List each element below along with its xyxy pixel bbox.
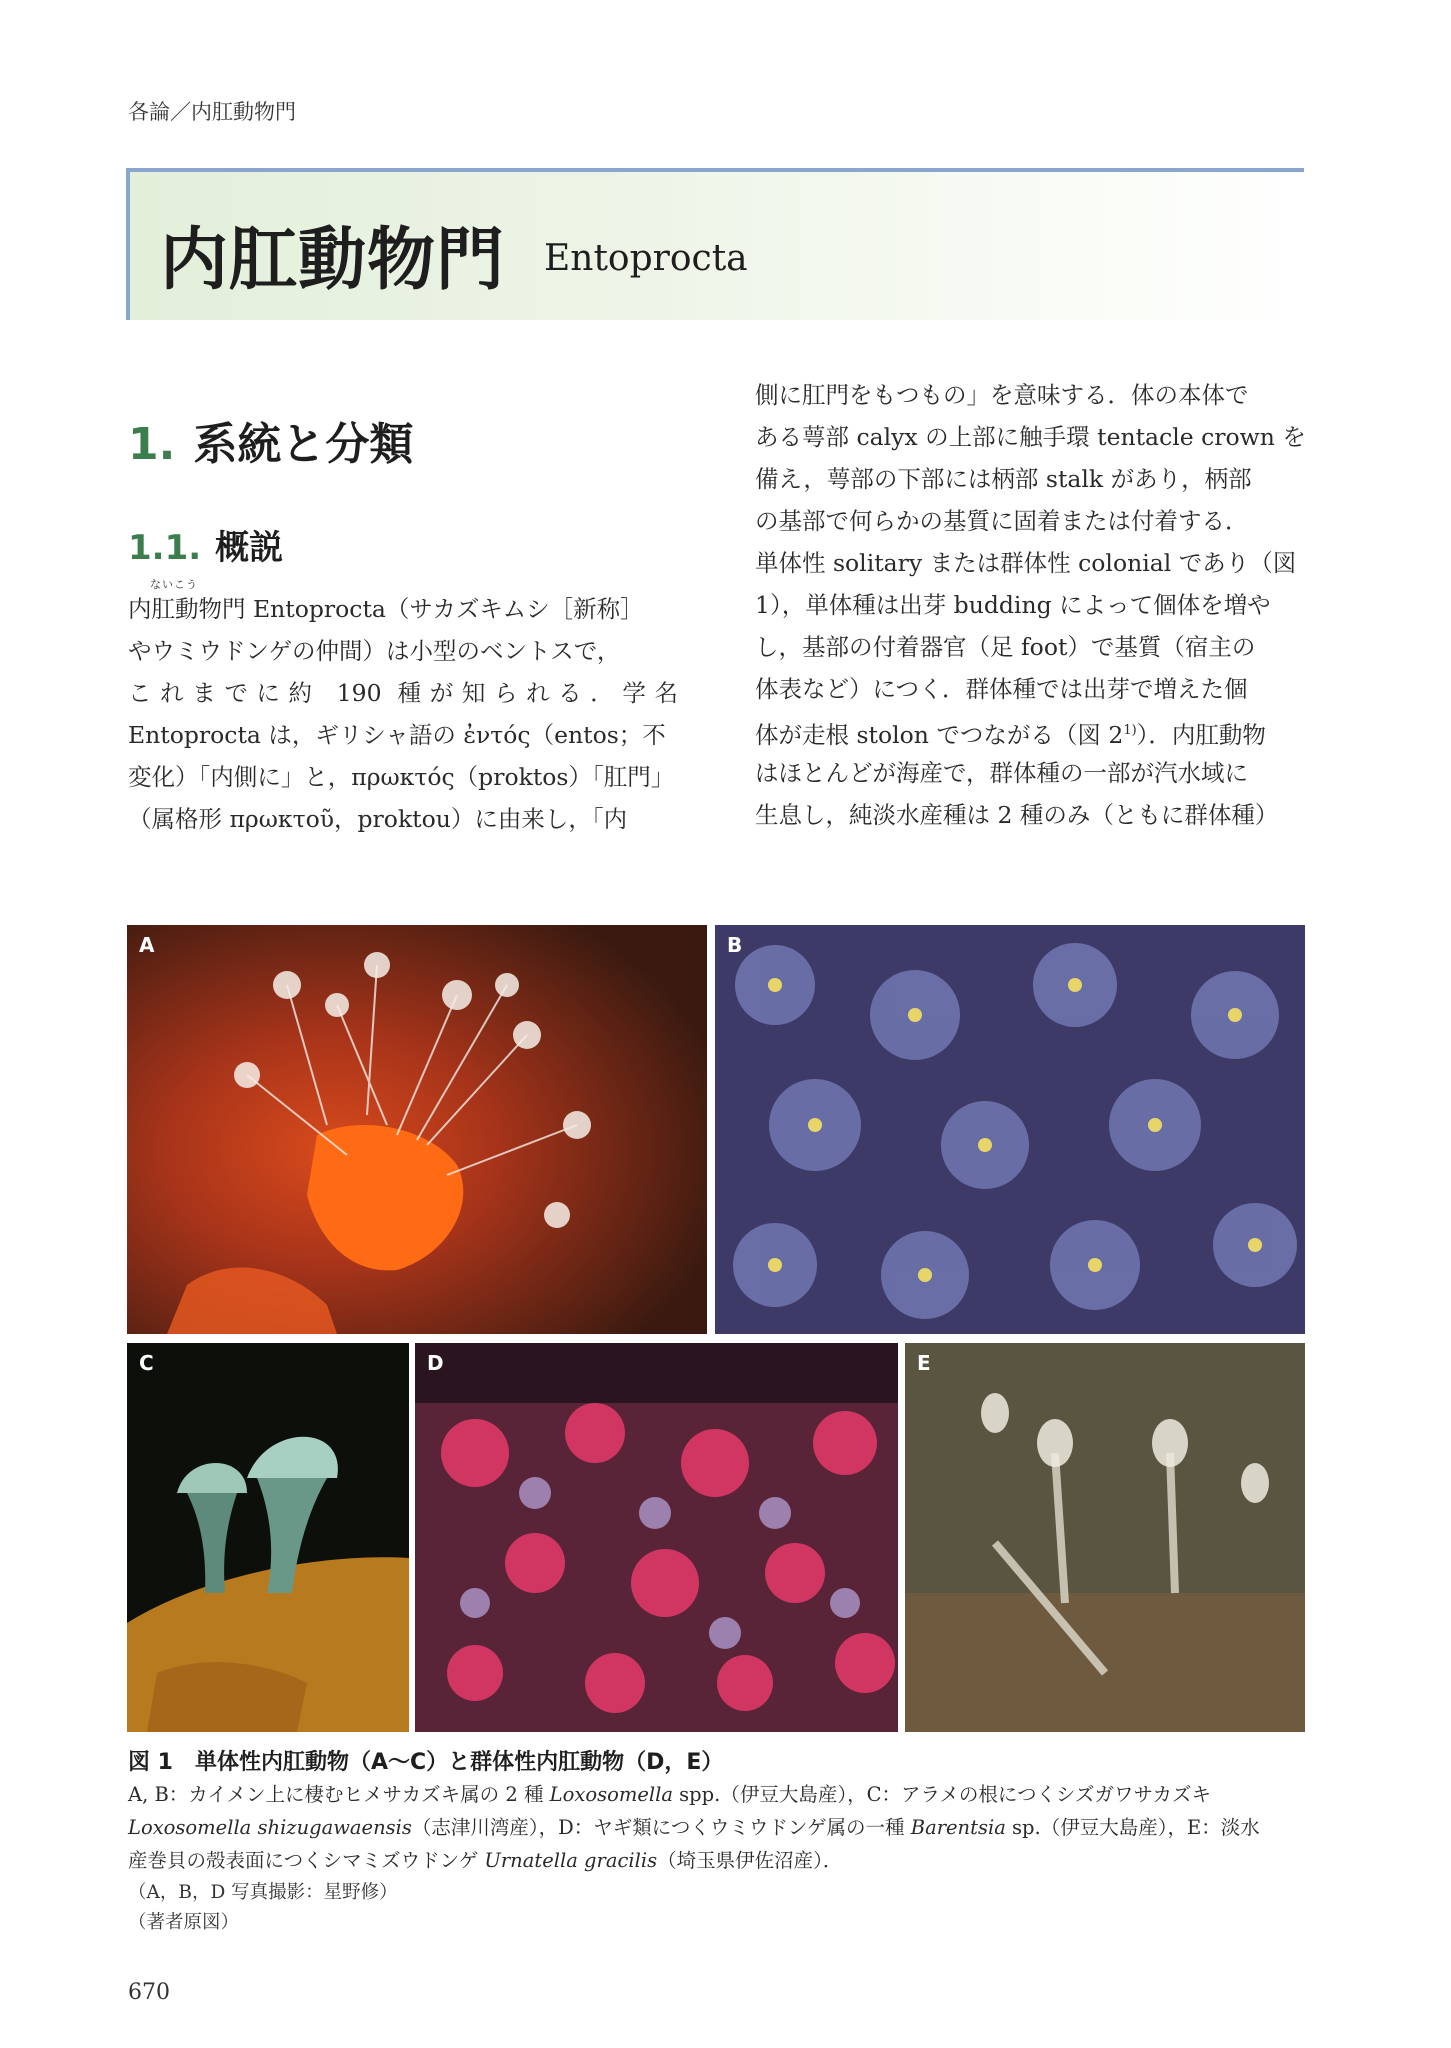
reference-sup: 1) xyxy=(1123,723,1137,738)
caption-text: （埼玉県伊佐沼産）． xyxy=(657,1849,843,1872)
body-line: 変化）「内側に」と，πρωκτός（proktos）「肛門」 xyxy=(128,763,675,791)
section-title: 系統と分類 xyxy=(193,419,414,470)
author-credit: （著者原図） xyxy=(128,1912,240,1933)
body-line: Entoprocta は，ギリシャ語の ἐντός（entos；不 xyxy=(128,721,666,749)
body-line: ある萼部 calyx の上部に触手環 tentacle crown を xyxy=(755,423,1306,451)
body-column-left xyxy=(128,588,678,840)
running-head: 各論／内肛動物門 xyxy=(128,100,296,124)
figure-caption-body xyxy=(128,1778,1306,1877)
caption-taxon: Loxosomella xyxy=(549,1783,673,1806)
figure-caption-title: 図 1 単体性内肛動物（A〜C）と群体性内肛動物（D，E） xyxy=(128,1750,724,1775)
figure-label-c: C xyxy=(139,1351,154,1375)
figure-label-a: A xyxy=(139,933,155,957)
caption-text: spp.（伊豆大島産），C：アラメの根につくシズガワサカズキ xyxy=(672,1783,1212,1806)
body-line: の基部で何らかの基質に固着または付着する． xyxy=(755,507,1249,535)
body-line-text: 体が走根 stolon でつながる（図 2 xyxy=(755,720,1124,749)
body-line: 1），単体種は出芽 budding によって個体を増や xyxy=(755,591,1271,619)
body-line: 内肛動物門 Entoprocta（サカズキムシ［新称］ xyxy=(128,595,644,623)
body-line-text: ）．内肛動物 xyxy=(1136,720,1266,749)
photo-a xyxy=(127,925,707,1334)
caption-line xyxy=(128,1811,1306,1844)
body-line: 生息し，純淡水産種は 2 種のみ（ともに群体種） xyxy=(755,801,1279,829)
body-line: 側に肛門をもつもの」を意味する．体の本体で xyxy=(755,381,1249,409)
body-line: 備え，萼部の下部には柄部 stalk があり，柄部 xyxy=(755,465,1252,493)
caption-taxon: Barentsia xyxy=(910,1816,1006,1839)
body-column-right xyxy=(755,374,1305,836)
page-number: 670 xyxy=(128,1980,170,2005)
caption-text: sp.（伊豆大島産），E：淡水 xyxy=(1005,1816,1260,1839)
figure-label-e: E xyxy=(917,1351,931,1375)
subsection-number: 1.1. xyxy=(128,528,202,568)
body-line xyxy=(755,710,1305,752)
caption-text: （志津川湾産），D：ヤギ類につくウミウドンゲ属の一種 xyxy=(411,1816,911,1839)
caption-text: A, B：カイメン上に棲むヒメサカズキ属の 2 種 xyxy=(128,1783,550,1806)
body-line: 体表など）につく．群体種では出芽で増えた個 xyxy=(755,675,1248,703)
caption-line xyxy=(128,1844,1306,1877)
figure-label-b: B xyxy=(727,933,743,957)
page-title-en: Entoprocta xyxy=(544,238,748,279)
photo-c xyxy=(127,1343,409,1732)
body-line: し，基部の付着器官（足 foot）で基質（宿主の xyxy=(755,633,1256,661)
body-line: 単体性 solitary または群体性 colonial であり（図 xyxy=(755,549,1297,577)
body-line: やウミウドンゲの仲間）は小型のベントスで， xyxy=(128,637,621,665)
section-heading xyxy=(128,408,413,472)
subsection-title: 概説 xyxy=(215,528,284,568)
body-line: これまでに約 190 種が知られる．学名 xyxy=(128,679,678,707)
body-line: （属格形 πρωκτοῦ，proktou）に由来し，「内 xyxy=(128,805,628,833)
caption-text: 産巻貝の殻表面につくシマミズウドンゲ xyxy=(128,1849,485,1872)
caption-line xyxy=(128,1778,1306,1811)
title-box xyxy=(126,168,1304,320)
photo-e xyxy=(905,1343,1305,1732)
page-title-jp: 内肛動物門 xyxy=(160,221,506,300)
photo-b xyxy=(715,925,1305,1334)
photo-credit: （A，B，D 写真撮影：星野修） xyxy=(128,1882,398,1903)
caption-taxon: Loxosomella shizugawaensis xyxy=(128,1816,412,1839)
section-number: 1. xyxy=(128,419,176,470)
body-line: はほとんどが海産で，群体種の一部が汽水域に xyxy=(755,759,1249,787)
furigana: ないこう xyxy=(150,578,198,591)
figure-label-d: D xyxy=(427,1351,444,1375)
subsection-heading xyxy=(128,520,283,569)
photo-d xyxy=(415,1343,898,1732)
caption-taxon: Urnatella gracilis xyxy=(484,1849,658,1872)
